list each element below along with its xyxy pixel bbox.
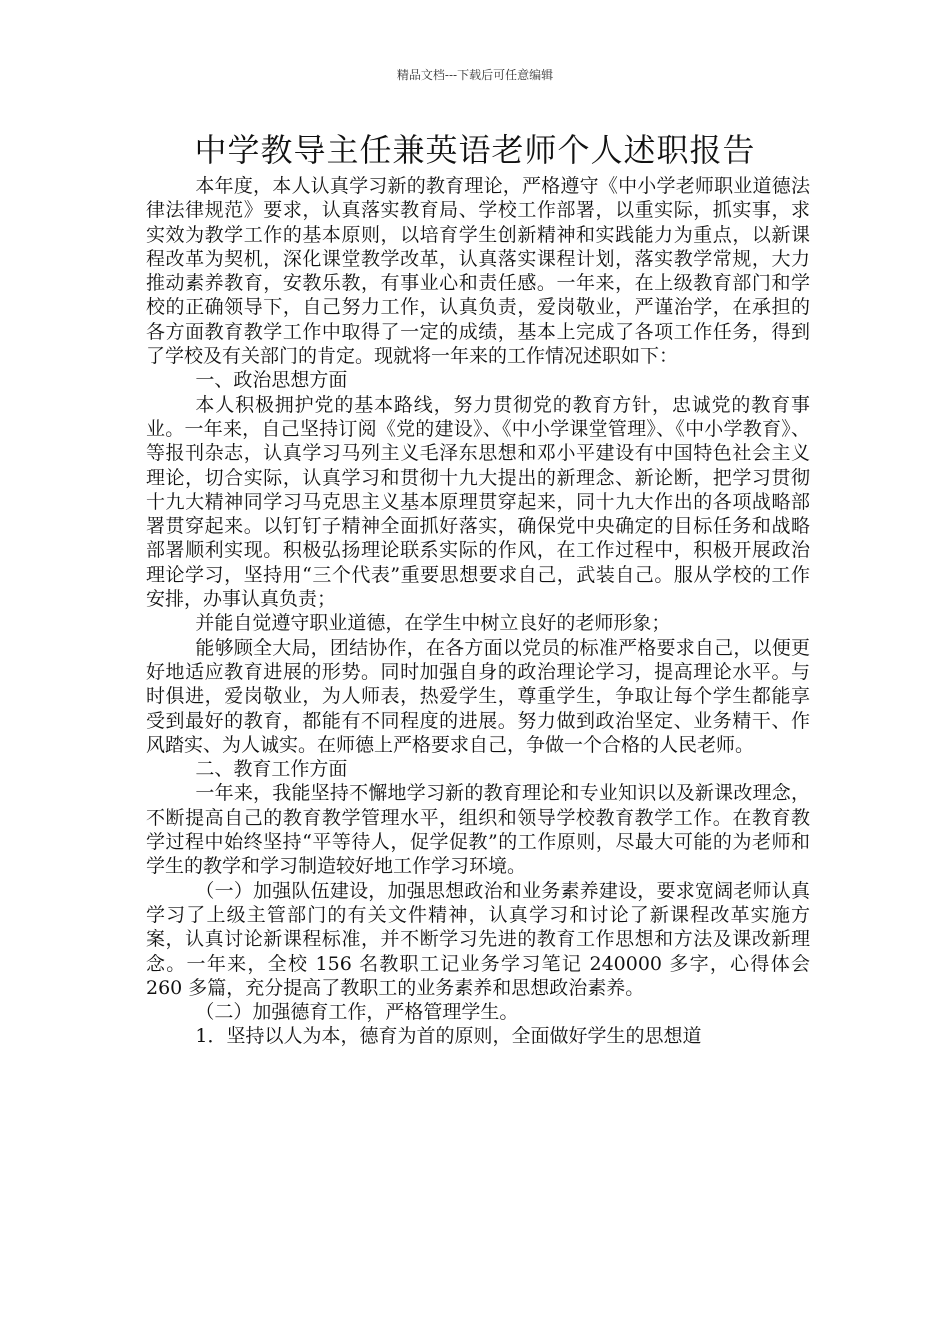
section-heading-education: 二、教育工作方面 [195,758,348,781]
header-note: 精品文档---下载后可任意编辑 [396,68,554,82]
document-body [146,174,810,1049]
paragraph-point-1: 1．坚持以人为本，德育为首的原则，全面做好学生的思想道 [195,1025,702,1048]
paragraph-education: 一年来，我能坚持不懈地学习新的教育理论和专业知识以及新课改理念，不断提高自己的教育教学管理水平，组织和领导学校教育教学工作。在教育教学过程中始终坚持“平等待人，促学促教”的工作原则，尽最大可能的为老师和学生的教学和学习制造较好地工作学习环境。 [146,782,810,878]
paragraph-team-building: （一）加强队伍建设，加强思想政治和业务素养建设，要求宽阔老师认真学习了上级主管部门的有关文件精神，认真学习和讨论了新课程改革实施方案，认真讨论新课程标准，并不断学习先进的教育工作思想和方法及课改新理念。一年来，全校 156 名教职工记业务学习笔记 240000 多字，心得体会 260 多篇，充分提高了教职工的业务素养和思想政治素养。 [146,879,810,999]
paragraph-ethics: 并能自觉遵守职业道德，在学生中树立良好的老师形象； [195,612,671,635]
paragraph-overall: 能够顾全大局，团结协作，在各方面以党员的标准严格要求自己，以便更好地适应教育进展的形势。同时加强自身的政治理论学习，提高理论水平。与时俱进，爱岗敬业，为人师表，热爱学生，尊重学生，争取让每个学生都能享受到最好的教育，都能有不同程度的进展。努力做到政治坚定、业务精干、作风踏实、为人诚实。在师德上严格要求自己，争做一个合格的人民老师。 [146,636,810,756]
paragraph-moral-education: （二）加强德育工作，严格管理学生。 [195,1001,519,1024]
section-heading-politics: 一、政治思想方面 [195,369,348,392]
paragraph-intro: 本年度，本人认真学习新的教育理论，严格遵守《中小学老师职业道德法律法律规范》要求，认真落实教育局、学校工作部署，以重实际，抓实事，求实效为教学工作的基本原则，以培育学生创新精神和实践能力为重点，以新课程改革为契机，深化课堂教学改革，认真落实课程计划，落实教学常规，大力推动素养教育，安教乐教，有事业心和责任感。一年来，在上级教育部门和学校的正确领导下，自己努力工作，认真负责，爱岗敬业，严谨治学，在承担的各方面教育教学工作中取得了一定的成绩，基本上完成了各项工作任务，得到了学校及有关部门的肯定。现就将一年来的工作情况述职如下： [146,175,810,368]
paragraph-politics: 本人积极拥护党的基本路线，努力贯彻党的教育方针，忠诚党的教育事业。一年来，自己坚持订阅《党的建设》、《中小学课堂管理》、《中小学教育》、等报刊杂志，认真学习马列主义毛泽东思想和邓小平建设有中国特色社会主义理论，切合实际，认真学习和贯彻十九大提出的新理念、新论断，把学习贯彻十九大精神同学习马克思主义基本原理贯穿起来，同十九大作出的各项战略部署贯穿起来。以钉钉子精神全面抓好落实，确保党中央确定的目标任务和战略部署顺利实现。积极弘扬理论联系实际的作风，在工作过程中，积极开展政治理论学习，坚持用“三个代表”重要思想要求自己，武装自己。服从学校的工作安排，办事认真负责； [146,393,810,611]
document-title: 中学教导主任兼英语老师个人述职报告 [194,131,756,169]
